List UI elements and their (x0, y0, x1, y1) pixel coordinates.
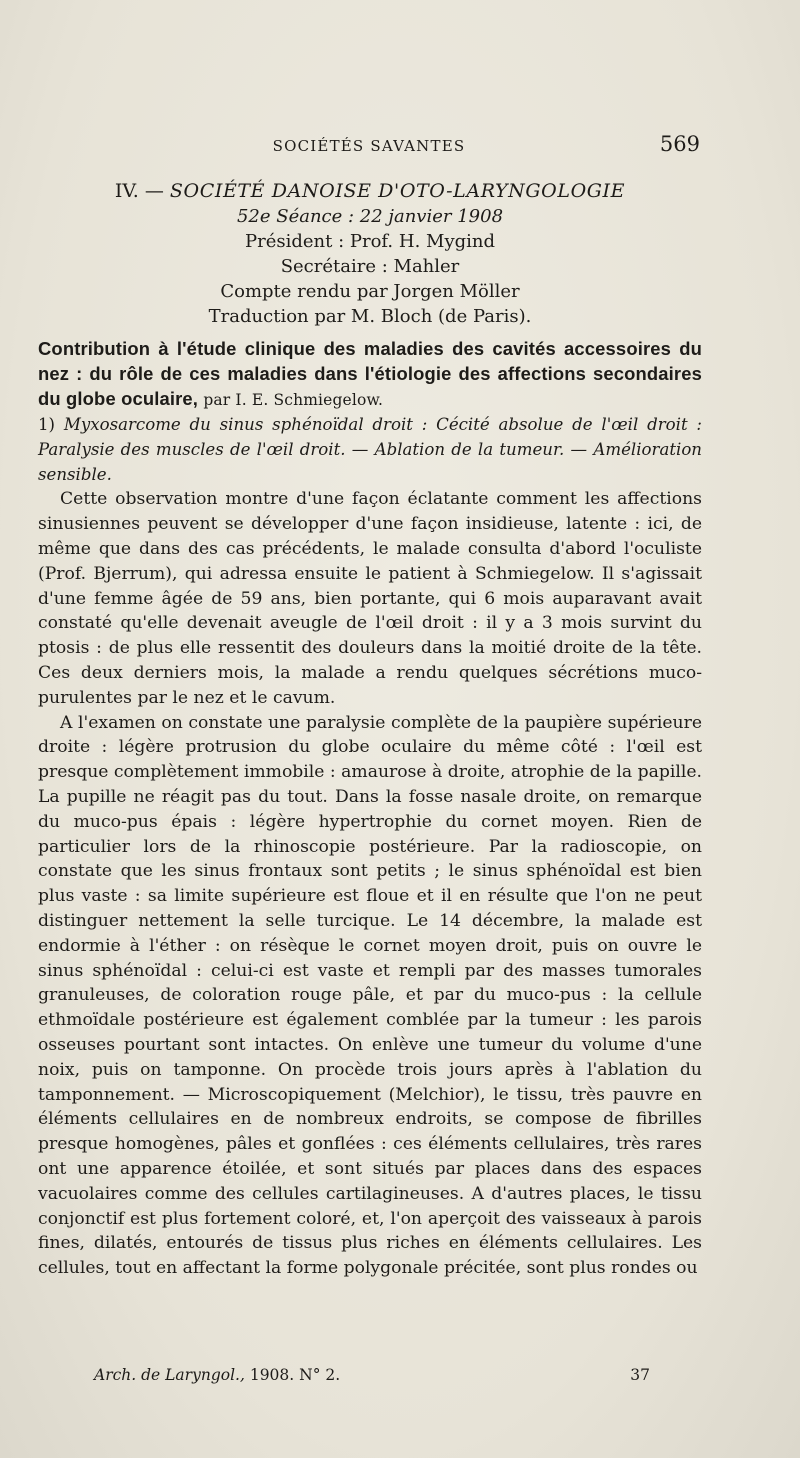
running-head (38, 134, 700, 160)
journal-issue: 1908. N° 2. (249, 1366, 341, 1384)
case-heading (38, 413, 702, 487)
body-paragraph: Cette observation montre d'une façon éclatante comment les affections sinusiennes peuvent se développer d'une façon insidieuse, latente : ici, de même que dans des cas précédents, le malade consulta d'abord l'oculiste (Prof. Bjerrum), qui adressa ensuite le patient à Schmiegelow. Il s'agissait d'une femme âgée de 59 ans, bien portante, qui 6 mois auparavant avait constaté qu'elle devenait aveugle de l'œil droit : il y a 3 mois survint du ptosis : de plus elle ressentit des douleurs dans la moitié droite de la tête. Ces deux derniers mois, la malade a rendu quelques sécrétions muco-purulentes par le nez et le cavum. (38, 489, 702, 708)
report-line: Compte rendu par Jorgen Möller (220, 281, 520, 302)
case-title: Myxosarcome du sinus sphénoïdal droit : Cécité absolue de l'œil droit : Paralysie des muscles de l'œil droit. — Ablation de la tumeur. — Amélioration sensible. (38, 415, 703, 484)
article-byline: par I. E. Schmiegelow. (203, 391, 384, 409)
signature-mark: 37 (630, 1366, 650, 1384)
article (38, 336, 702, 1281)
page-number: 569 (659, 132, 700, 156)
journal-reference (94, 1366, 340, 1384)
seance-line: 52e Séance : 22 janvier 1908 (236, 206, 504, 227)
section-number: IV. — (114, 180, 164, 202)
secretary-line: Secrétaire : Mahler (280, 256, 460, 277)
case-number: 1) (38, 415, 56, 434)
section-title (40, 178, 700, 204)
article-title-block (38, 336, 702, 413)
society-name: SOCIÉTÉ DANOISE D'OTO-LARYNGOLOGIE (169, 180, 626, 202)
journal-name: Arch. de Laryngol., (94, 1366, 245, 1384)
meeting-header (40, 178, 700, 329)
page-footer (94, 1366, 650, 1390)
translation-line: Traduction par M. Bloch (de Paris). (208, 306, 532, 327)
article-title: Contribution à l'étude clinique des maladies des cavités accessoires du nez : du rôle de ces maladies dans l'étiologie des affections secondaires du globe oculaire, (38, 338, 702, 409)
president-line: Président : Prof. H. Mygind (244, 231, 496, 252)
body-paragraph: A l'examen on constate une paralysie complète de la paupière supérieure droite : légère protrusion du globe oculaire du même côté : l'œil est presque complètement immobile : amaurose à droite, atrophie de la papille. La pupille ne réagit pas du tout. Dans la fosse nasale droite, on remarque du muco-pus épais : légère hypertrophie du cornet moyen. Rien de particulier lors de la rhinoscopie postérieure. Par la radioscopie, on constate que les sinus frontaux sont petits ; le sinus sphénoïdal est bien plus vaste : sa limite supérieure est floue et il en résulte que l'on ne peut distinguer nettement la selle turcique. Le 14 décembre, la malade est endormie à l'éther : on résèque le cornet moyen droit, puis on ouvre le sinus sphénoïdal : celui-ci est vaste et rempli par des masses tumorales granuleuses, de coloration rouge pâle, et par du muco-pus : la cellule ethmoïdale postérieure est également comblée par la tumeur : les parois osseuses pourtant sont intactes. On enlève une tumeur du volume d'une noix, puis on tamponne. On procède trois jours après à l'ablation du tamponnement. — Microscopiquement (Melchior), le tissu, très pauvre en éléments cellulaires en de nombreux endroits, se compose de fibrilles presque homogènes, pâles et gonflées : ces éléments cellulaires, très rares ont une apparence étoilée, et sont situés par places dans des espaces vacuolaires comme des cellules cartilagineuses. A d'autres places, le tissu conjonctif est plus fortement coloré, et, l'on aperçoit des vaisseaux à parois fines, dilatés, entourés de tissus plus riches en éléments cellulaires. Les cellules, tout en affectant la forme polygonale précitée, sont plus rondes ou (38, 712, 702, 1279)
running-title: SOCIÉTÉS SAVANTES (272, 137, 466, 155)
